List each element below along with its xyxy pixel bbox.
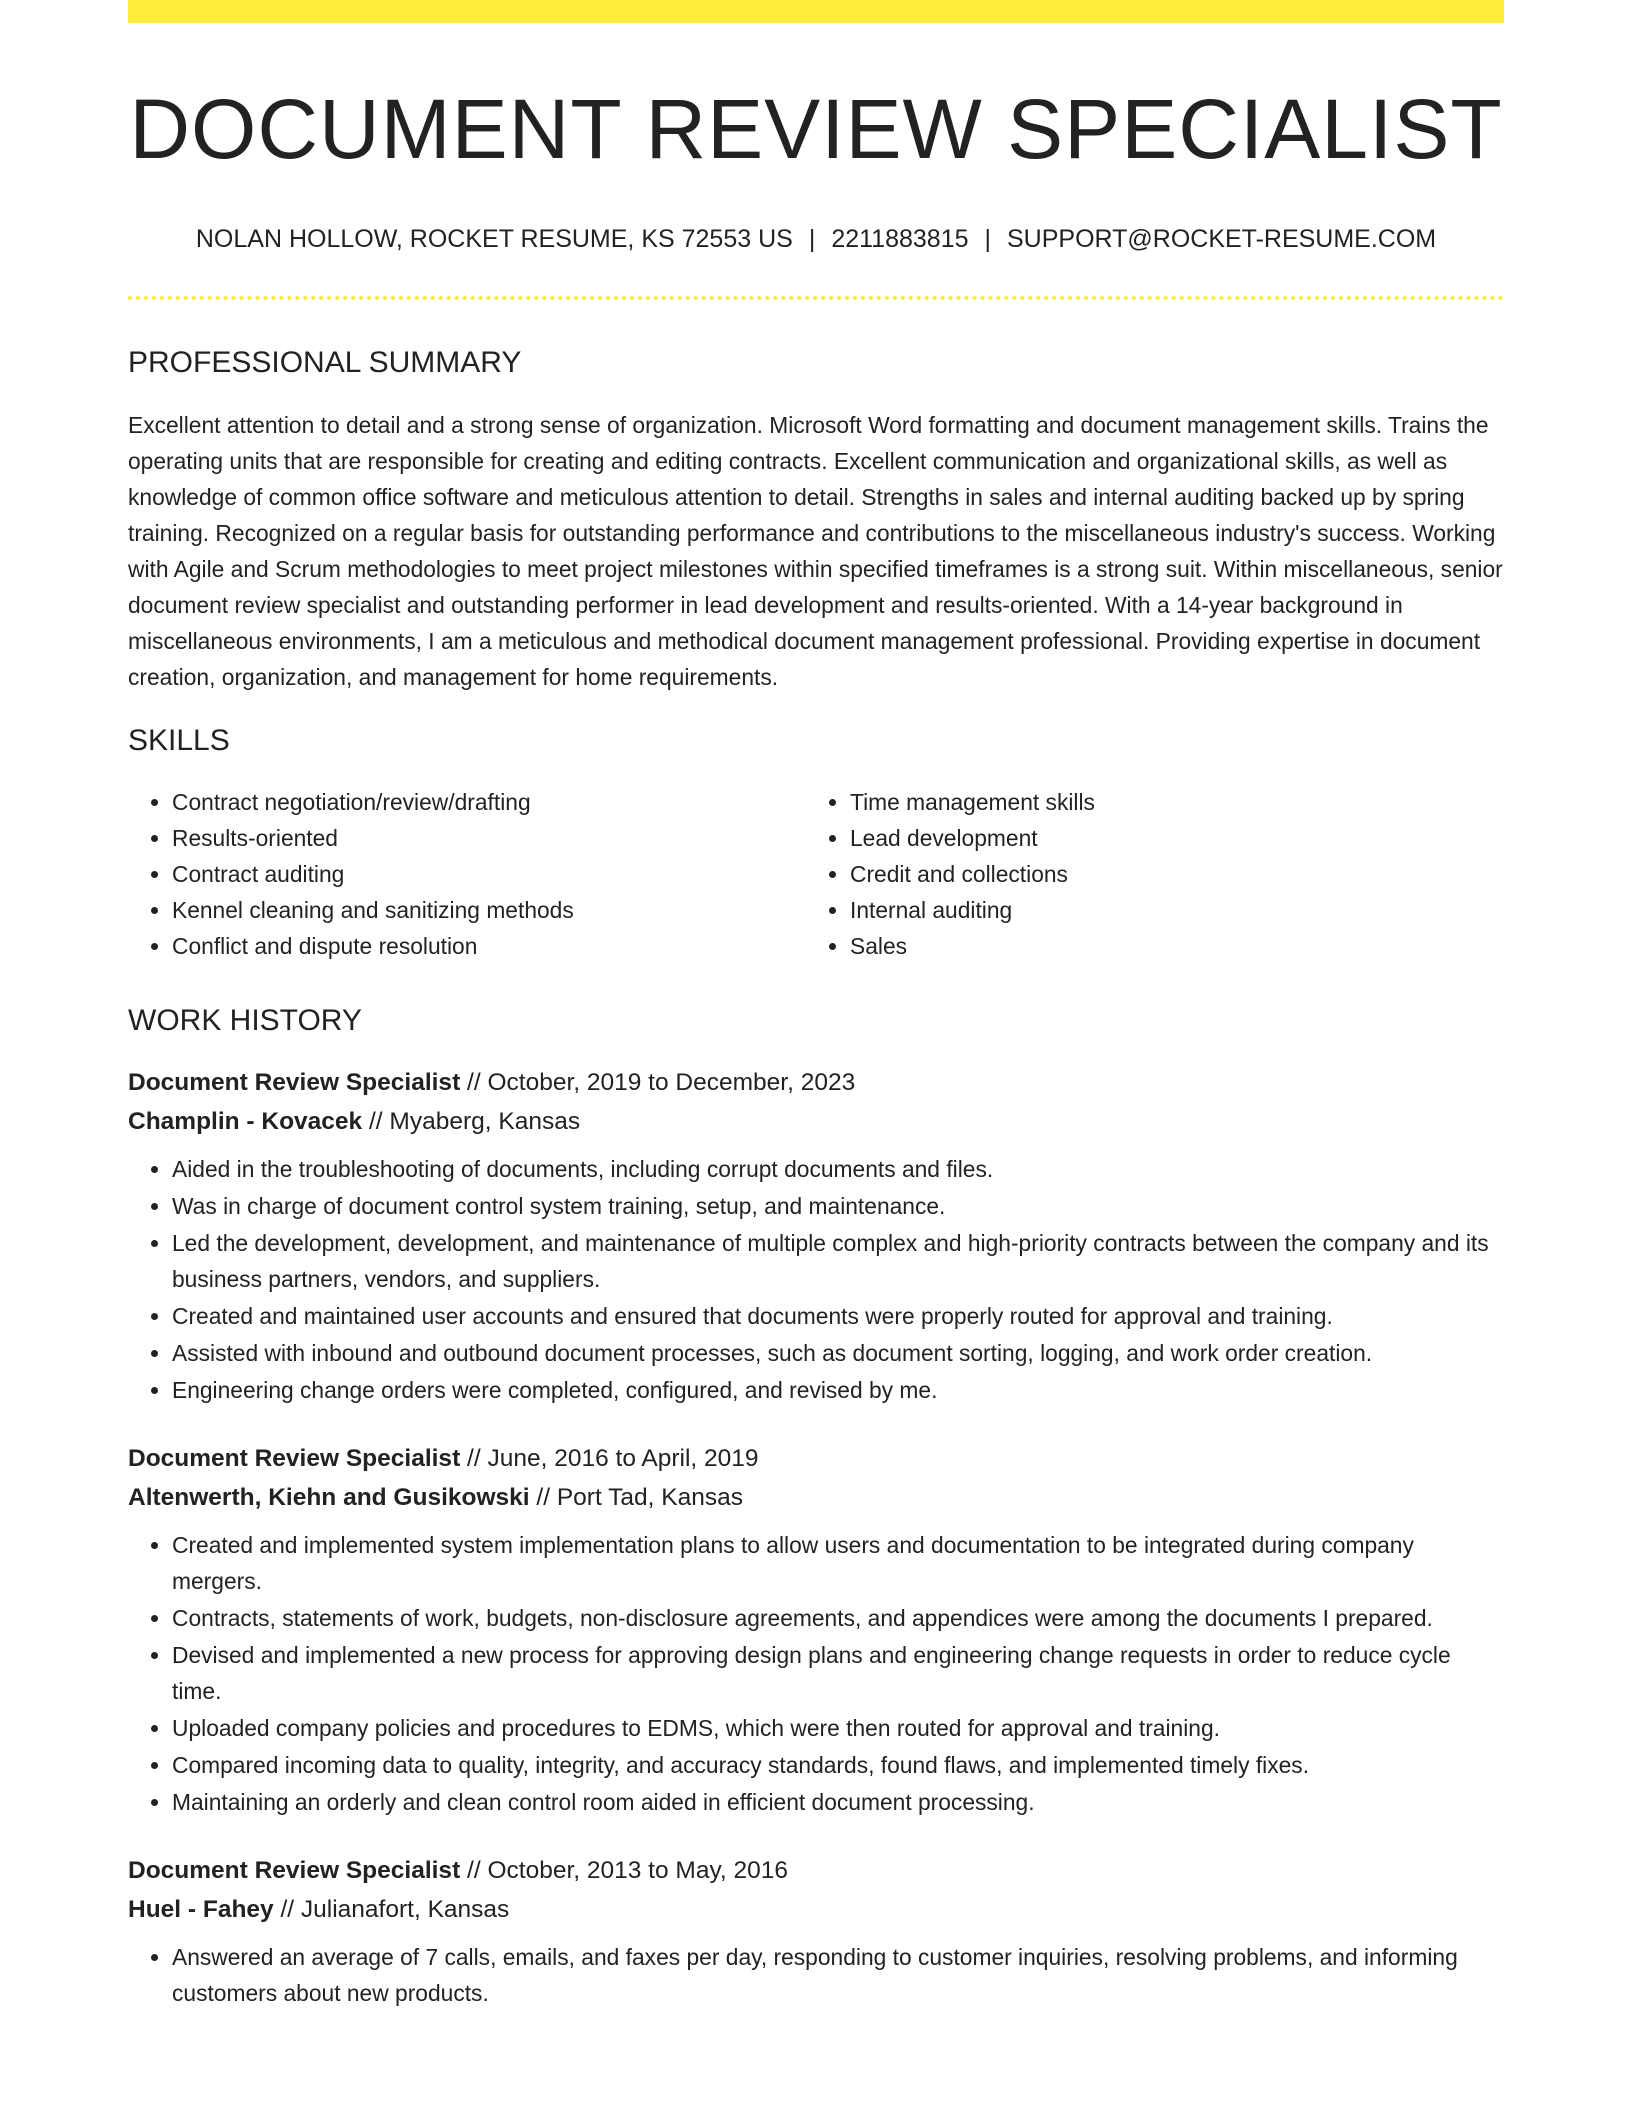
contact-line bbox=[128, 225, 1504, 254]
skill-item: • Results-oriented bbox=[172, 820, 806, 856]
skill-item: • Credit and collections bbox=[850, 856, 1484, 892]
job-company-line bbox=[128, 1890, 1504, 1929]
job-bullet: • Created and implemented system implementation plans to allow users and documentation to be integrated during company mergers. bbox=[172, 1527, 1504, 1599]
contact-separator: | bbox=[808, 225, 816, 254]
job-bullets bbox=[128, 1151, 1504, 1408]
job-bullet: • Engineering change orders were completed, configured, and revised by me. bbox=[172, 1372, 1504, 1408]
skills-column-left bbox=[128, 784, 806, 964]
contact-phone[interactable]: 2211883815 bbox=[831, 225, 969, 254]
job-bullet: • Maintaining an orderly and clean control room aided in efficient document processing. bbox=[172, 1784, 1504, 1820]
job-title-line bbox=[128, 1063, 1504, 1102]
job-bullet: • Compared incoming data to quality, integrity, and accuracy standards, found flaws, and implemented timely fixes. bbox=[172, 1747, 1504, 1783]
job-bullet: • Led the development, development, and maintenance of multiple complex and high-priority contracts between the company and its business partners, vendors, and suppliers. bbox=[172, 1225, 1504, 1297]
job-dates: // October, 2013 to May, 2016 bbox=[460, 1857, 789, 1885]
work-history-heading: WORK HISTORY bbox=[128, 1004, 362, 1038]
job-bullet: • Aided in the troubleshooting of documents, including corrupt documents and files. bbox=[172, 1151, 1504, 1187]
contact-email[interactable]: SUPPORT@ROCKET-RESUME.COM bbox=[1007, 225, 1437, 254]
job-entry bbox=[128, 1063, 1504, 1408]
job-title: Document Review Specialist bbox=[128, 1069, 461, 1097]
skills-column-right bbox=[806, 784, 1484, 964]
job-bullet: • Assisted with inbound and outbound document processes, such as document sorting, logging, and work order creation. bbox=[172, 1335, 1504, 1371]
job-bullets bbox=[128, 1939, 1504, 2011]
job-company: Champlin - Kovacek bbox=[128, 1108, 363, 1136]
dotted-divider bbox=[128, 296, 1504, 300]
job-title-line bbox=[128, 1851, 1504, 1890]
job-entry bbox=[128, 1851, 1504, 2011]
skill-item: • Contract negotiation/review/drafting bbox=[172, 784, 806, 820]
skills-heading: SKILLS bbox=[128, 724, 230, 758]
summary-heading: PROFESSIONAL SUMMARY bbox=[128, 346, 522, 380]
job-entry bbox=[128, 1439, 1504, 1820]
skill-item: • Conflict and dispute resolution bbox=[172, 928, 806, 964]
skill-item: • Internal auditing bbox=[850, 892, 1484, 928]
job-bullet: • Was in charge of document control system training, setup, and maintenance. bbox=[172, 1188, 1504, 1224]
job-dates: // October, 2019 to December, 2023 bbox=[460, 1069, 856, 1097]
summary-text: Excellent attention to detail and a strong sense of organization. Microsoft Word formatting and document management skills. Trains the operating units that are responsible for creating and editing contracts. Excellent communication and organizational skills, as well as knowledge of common office software and meticulous attention to detail. Strengths in sales and internal auditing backed up by spring training. Recognized on a regular basis for outstanding performance and contributions to the miscellaneous industry's success. Working with Agile and Scrum methodologies to meet project milestones within specified timeframes is a strong suit. Within miscellaneous, senior document review specialist and outstanding performer in lead development and results-oriented. With a 14-year background in miscellaneous environments, I am a meticulous and methodical document management professional. Providing expertise in document creation, organization, and management for home requirements. bbox=[128, 412, 1503, 691]
job-dates: // June, 2016 to April, 2019 bbox=[460, 1445, 759, 1473]
job-company-line bbox=[128, 1478, 1504, 1517]
job-company: Altenwerth, Kiehn and Gusikowski bbox=[128, 1484, 530, 1512]
contact-separator: | bbox=[984, 225, 991, 254]
skills-list bbox=[128, 784, 1504, 964]
job-location: // Port Tad, Kansas bbox=[529, 1484, 743, 1512]
resume-page bbox=[128, 0, 1504, 2012]
job-location: // Myaberg, Kansas bbox=[362, 1108, 581, 1136]
top-accent-bar bbox=[128, 0, 1504, 23]
job-bullets bbox=[128, 1527, 1504, 1820]
job-company-line bbox=[128, 1102, 1504, 1141]
skill-item: • Kennel cleaning and sanitizing methods bbox=[172, 892, 806, 928]
job-title-line bbox=[128, 1439, 1504, 1478]
skill-item: • Lead development bbox=[850, 820, 1484, 856]
job-bullet: • Created and maintained user accounts and ensured that documents were properly routed for approval and training. bbox=[172, 1298, 1504, 1334]
job-bullet: • Answered an average of 7 calls, emails, and faxes per day, responding to customer inquiries, resolving problems, and informing customers about new products. bbox=[172, 1939, 1504, 2011]
job-company: Huel - Fahey bbox=[128, 1896, 274, 1924]
resume-title: DOCUMENT REVIEW SPECIALIST bbox=[129, 82, 1503, 176]
skill-item: • Sales bbox=[850, 928, 1484, 964]
skill-item: • Time management skills bbox=[850, 784, 1484, 820]
skill-item: • Contract auditing bbox=[172, 856, 806, 892]
job-location: // Julianafort, Kansas bbox=[273, 1896, 510, 1924]
contact-address: NOLAN HOLLOW, ROCKET RESUME, KS 72553 US bbox=[195, 225, 793, 254]
job-title: Document Review Specialist bbox=[128, 1857, 461, 1885]
job-bullet: • Contracts, statements of work, budgets, non-disclosure agreements, and appendices were among the documents I prepared. bbox=[172, 1600, 1504, 1636]
job-bullet: • Uploaded company policies and procedures to EDMS, which were then routed for approval and training. bbox=[172, 1710, 1504, 1746]
job-title: Document Review Specialist bbox=[128, 1445, 461, 1473]
job-bullet: • Devised and implemented a new process for approving design plans and engineering change requests in order to reduce cycle time. bbox=[172, 1637, 1504, 1709]
